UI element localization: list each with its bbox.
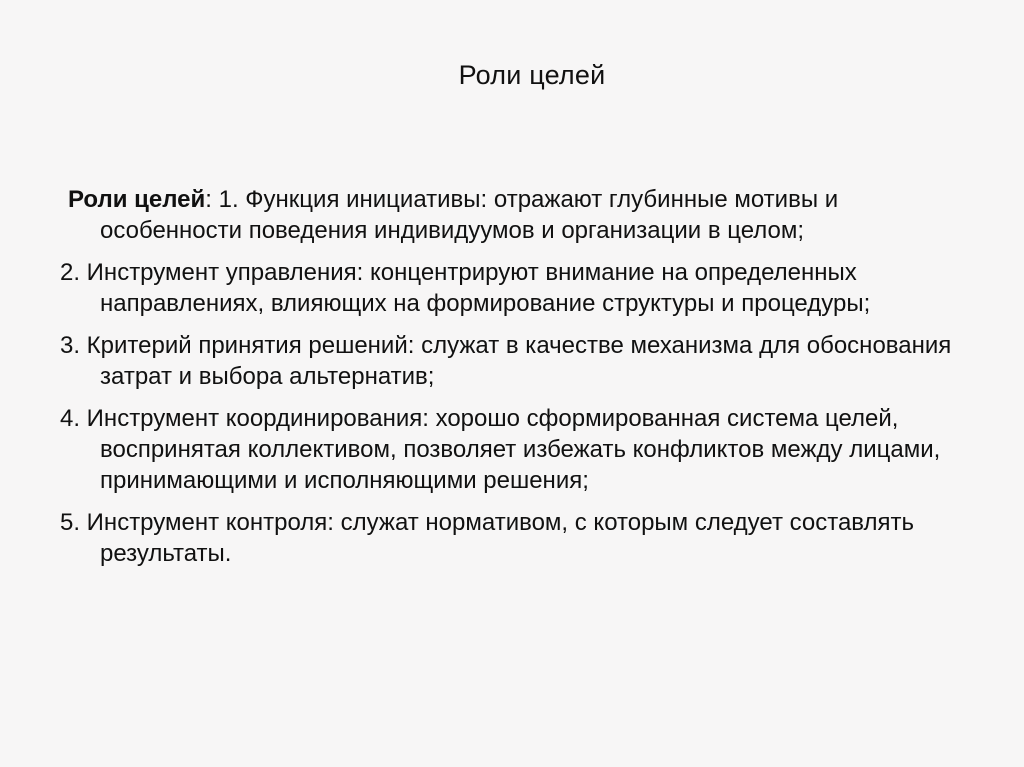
list-item-1 (60, 184, 980, 246)
list-item-1-lead: Роли целей (68, 186, 206, 213)
slide-title: Роли целей (458, 60, 606, 90)
list-item-2: 2. Инструмент управления: концентрируют внимание на определенных направлениях, влияющих на формирование структуры и процедуры; (60, 259, 871, 317)
slide-body (60, 184, 980, 580)
list-item-3: 3. Критерий принятия решений: служат в качестве механизма для обоснования затрат и выбора альтернатив; (60, 332, 952, 390)
list-item-1-text: : 1. Функция инициативы: отражают глубинные мотивы и особенности поведения индивидуумов и организации в целом; (100, 186, 839, 244)
list-item-4: 4. Инструмент координирования: хорошо сформированная система целей, воспринятая коллективом, позволяет избежать конфликтов между лицами, принимающими и исполняющими решения; (60, 405, 941, 494)
list-item-5: 5. Инструмент контроля: служат нормативом, с которым следует составлять результаты. (60, 509, 915, 567)
